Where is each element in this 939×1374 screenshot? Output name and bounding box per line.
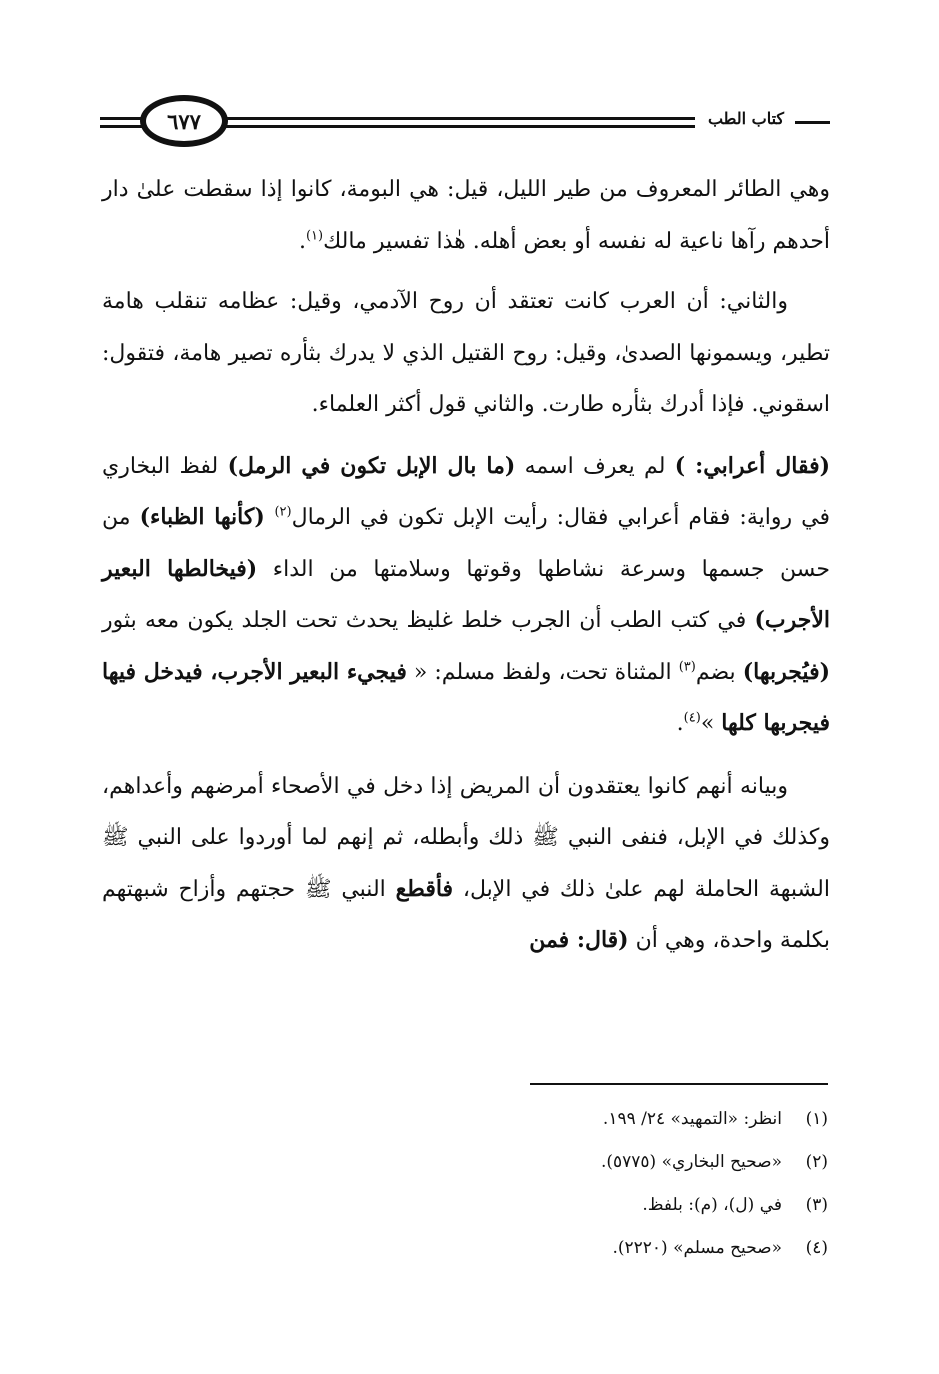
footnote-ref: (١) [305, 228, 324, 244]
quoted-hadith-text: (فقال أعرابي: ) [674, 452, 830, 479]
footnote-ref: (٤) [683, 710, 701, 726]
footnote-number: (٢) [805, 1152, 828, 1172]
quoted-hadith-text: (ما بال الإبل تكون في الرمل) [227, 452, 516, 479]
header-rule [795, 121, 830, 124]
paragraph: وبيانه أنهم كانوا يعتقدون أن المريض إذا دخل في الأصحاء أمرضهم وأعداهم، وكذلك في الإبل، فنفى النبي ﷺ ذلك وأبطله، ثم إنهم لما أوردوا على النبي ﷺ الشبهة الحاملة لهم علىٰ ذلك في الإبل، فأقطع النبي ﷺ حجتهم وأزاح شبهتهم بكلمة واحدة، وهي أن (قال: فمن [102, 773, 830, 953]
footnote-item [500, 1141, 828, 1184]
footnote-text: في (ل)، (م): بلفظ. [642, 1195, 782, 1215]
header-rule [100, 125, 145, 128]
header-rule [225, 117, 695, 120]
footnote-item [500, 1184, 828, 1227]
paragraph: (فقال أعرابي: ) لم يعرف اسمه (ما بال الإبل تكون في الرمل) لفظ البخاري في رواية: فقام أعرابي فقال: رأيت الإبل تكون في الرمال$^{(٢)}$ (كأنها الظباء) من حسن جسمها وسرعة نشاطها وقوتها وسلامتها من الداء (فيخالطها البعير الأجرب) في كتب الطب أن الجرب خلط غليظ يحدث تحت الجلد يكون معه بثور (فيُجربها) بضم$^{(٣)}$ المثناة تحت، ولفظ مسلم: « فيجيء البعير الأجرب، فيدخل فيها فيجربها كلها »$^{(٤)}$. [102, 452, 830, 736]
paragraph: والثاني: أن العرب كانت تعتقد أن روح الآدمي، وقيل: عظامه تنقلب هامة تطير، ويسمونها الصدىٰ، وقيل: روح القتيل الذي لا يدرك بثأره تصير هامة، فتقول: اسقوني. فإذا أدرك بثأره طارت. والثاني قول أكثر العلماء. [102, 289, 830, 417]
footnote-number: (٣) [805, 1195, 828, 1215]
header-rule [225, 125, 695, 128]
quoted-hadith-text: (فيخالطها البعير الأجرب) [102, 555, 830, 633]
page-number: ٦٧٧ [140, 95, 228, 147]
footnote-number: (٤) [805, 1238, 828, 1258]
header-rule [100, 117, 145, 120]
quoted-hadith-text: (فيُجربها) [742, 658, 830, 685]
footnote-divider [530, 1083, 828, 1085]
footnote-item [500, 1227, 828, 1270]
main-text [102, 164, 830, 967]
footnote-item [500, 1098, 828, 1141]
paragraph: وهي الطائر المعروف من طير الليل، قيل: هي البومة، كانوا إذا سقطت علىٰ دار أحدهم رآها ناعية له نفسه أو بعض أهله. هٰذا تفسير مالك$^{(١)}$. [102, 177, 830, 254]
quoted-hadith-text: (قال: فمن [529, 927, 629, 953]
footnote-ref: (٢) [274, 504, 292, 520]
quoted-hadith-text: فأقطع [395, 875, 454, 902]
page-header [100, 95, 830, 155]
footnotes [500, 1098, 828, 1270]
footnote-text: «صحيح البخاري» (٥٧٧٥). [600, 1152, 782, 1172]
running-title: كتاب الطب [707, 109, 785, 128]
footnote-ref: (٣) [678, 659, 696, 675]
footnote-text: «صحيح مسلم» (٢٢٢٠). [612, 1238, 782, 1258]
footnote-text: انظر: «التمهيد» ٢٤/ ١٩٩. [602, 1109, 782, 1129]
quoted-hadith-text: فيجيء البعير الأجرب، فيدخل فيها فيجربها كلها [102, 658, 830, 736]
footnote-number: (١) [805, 1109, 828, 1129]
quoted-hadith-text: (كأنها الظباء) [139, 504, 275, 530]
